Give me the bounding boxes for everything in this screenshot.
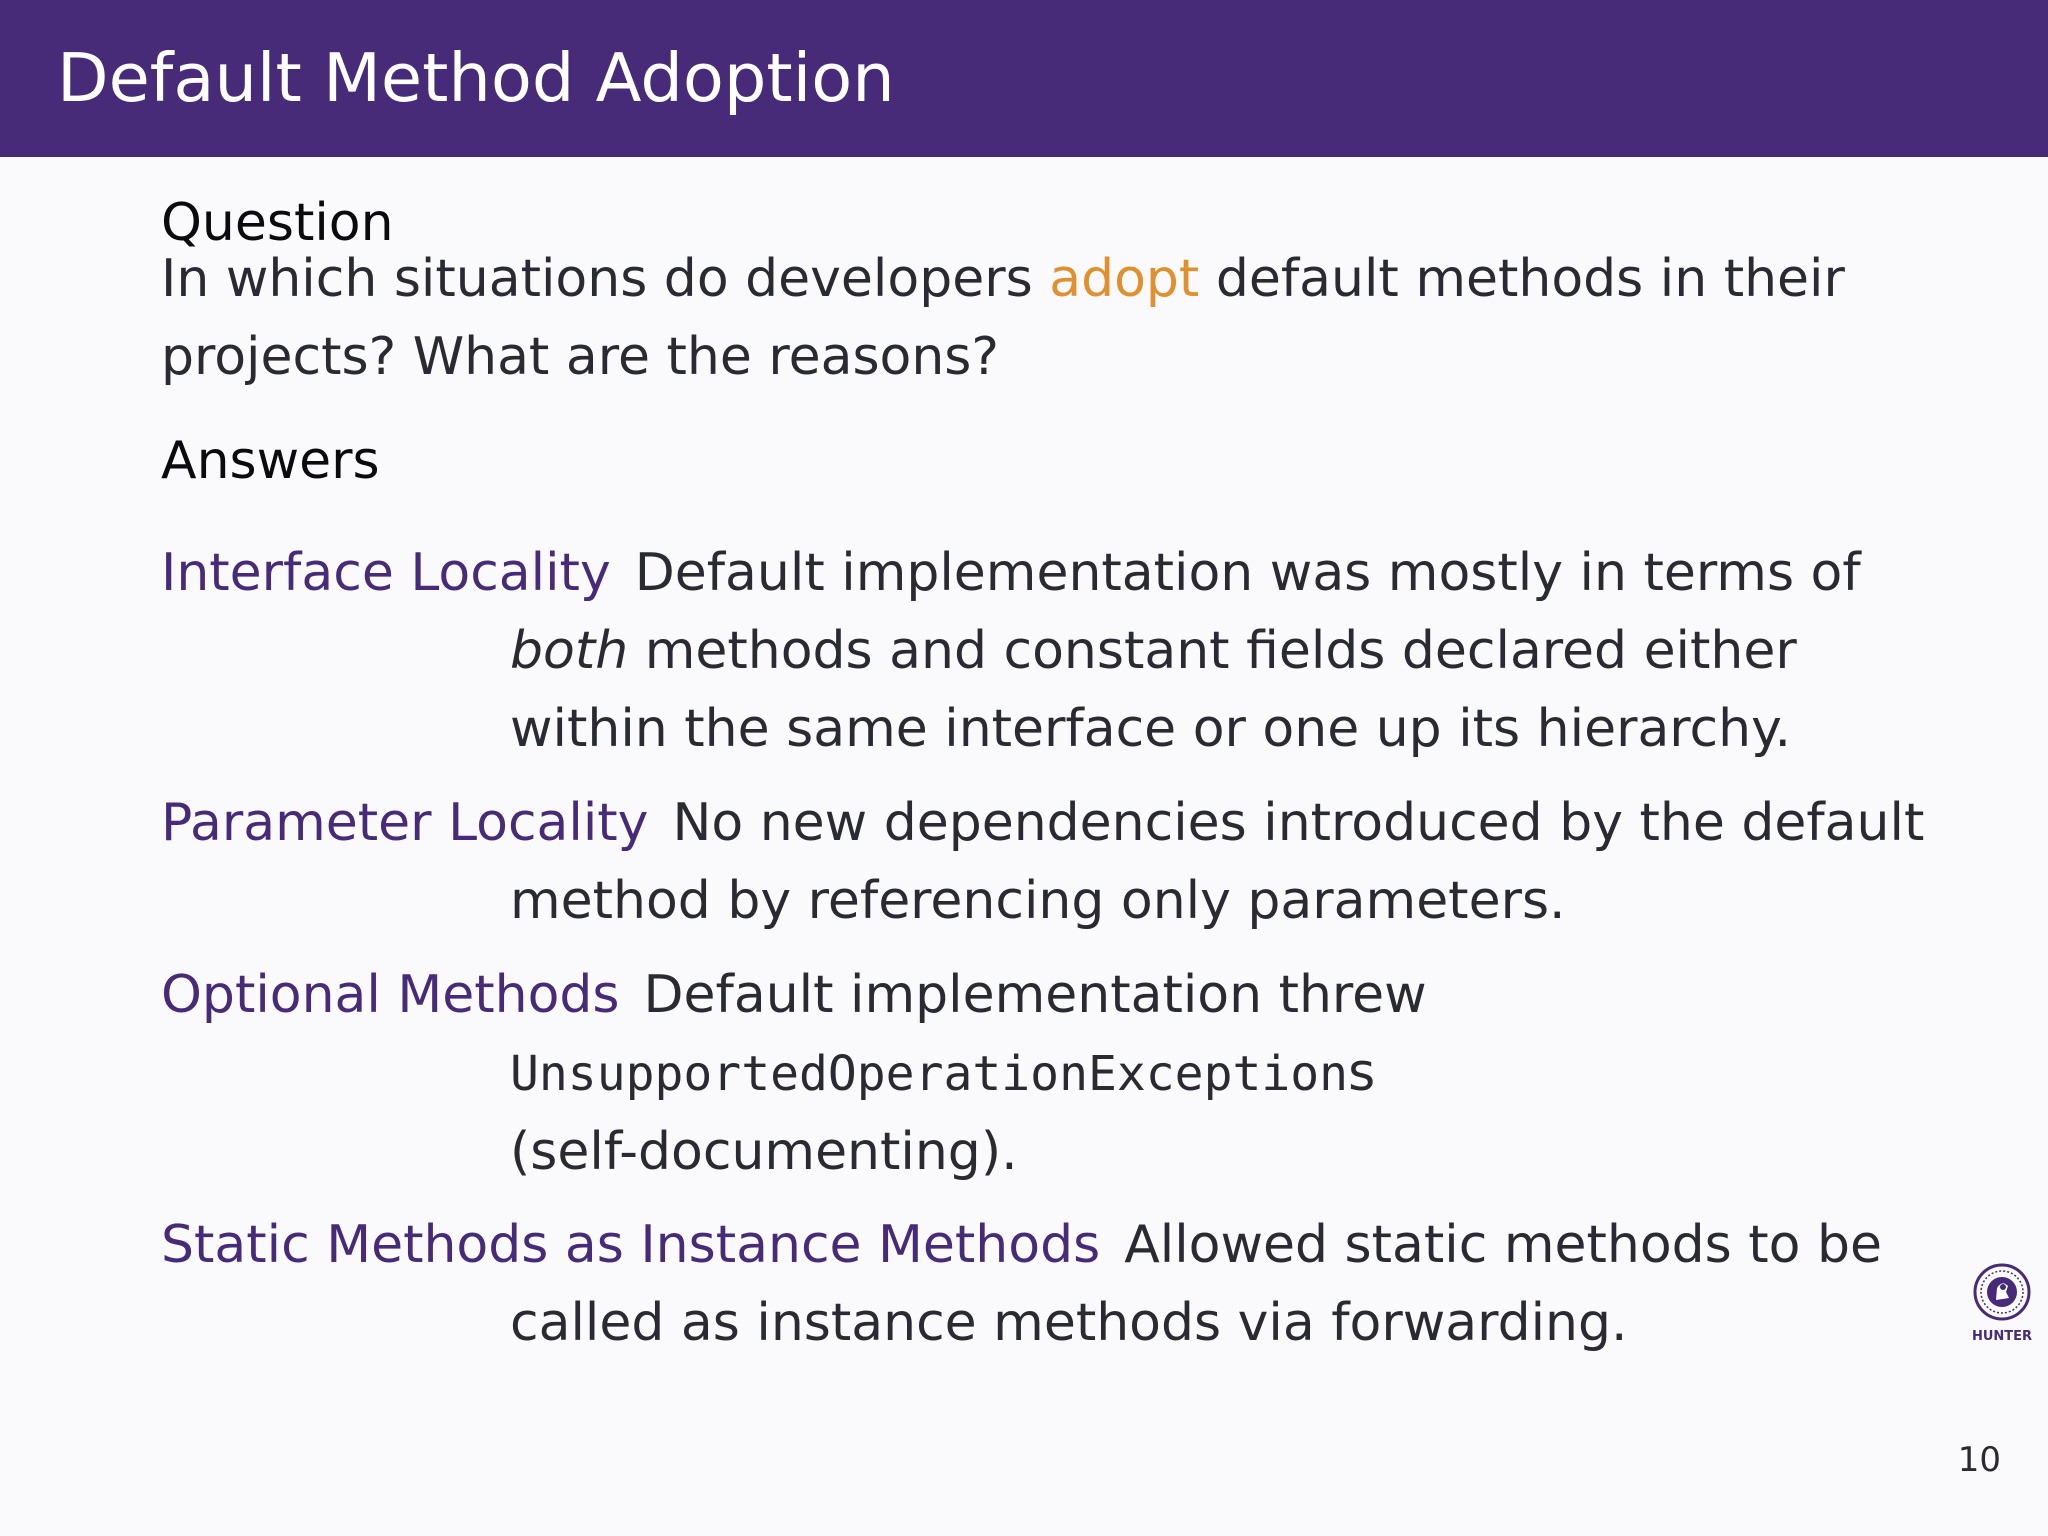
answer-text: No new dependencies introduced by the default	[672, 793, 1925, 853]
answer-line	[161, 1034, 1921, 1113]
answer-line	[161, 784, 1925, 862]
answer-item-interface-locality	[161, 534, 1921, 768]
answer-term: Parameter Locality	[161, 793, 649, 853]
answer-text: Default implementation was mostly in terms of	[634, 543, 1861, 603]
answer-line: within the same interface or one up its hierarchy.	[510, 699, 1791, 759]
adopt-highlight: adopt	[1049, 249, 1200, 309]
answer-text: methods and constant fields declared either	[628, 621, 1797, 681]
page-number: 10	[1957, 1440, 2001, 1480]
answer-text: Allowed static methods to be	[1124, 1215, 1882, 1275]
answer-line	[161, 956, 1921, 1034]
answer-line: called as instance methods via forwarding.	[510, 1293, 1628, 1353]
slide-title: Default Method Adoption	[57, 39, 895, 117]
answers-heading: Answers	[161, 431, 380, 491]
answer-line	[161, 1206, 1921, 1284]
title-bar	[0, 0, 2048, 157]
hunter-college-seal-icon	[1970, 1262, 2034, 1346]
answer-line: method by referencing only parameters.	[510, 871, 1566, 931]
question-heading: Question	[161, 193, 394, 253]
exception-class-code: UnsupportedOperationException	[510, 1046, 1349, 1102]
answer-line	[161, 534, 1921, 612]
answer-term: Interface Locality	[161, 543, 611, 603]
answer-item-static-methods	[161, 1206, 1921, 1362]
answer-text: s	[1348, 1043, 1376, 1103]
question-text-end: default methods in their	[1199, 249, 1845, 309]
answer-line: (self-documenting).	[510, 1122, 1018, 1182]
logo-text: HUNTER	[1971, 1329, 2033, 1344]
answer-emphasis: both	[510, 621, 629, 681]
question-text-start: In which situations do developers	[161, 249, 1050, 309]
answer-line	[161, 612, 1921, 690]
answer-text: Default implementation threw	[643, 965, 1427, 1025]
answer-term: Static Methods as Instance Methods	[161, 1215, 1101, 1275]
question-line-2: projects? What are the reasons?	[161, 327, 999, 387]
answer-item-parameter-locality	[161, 784, 1925, 940]
question-line-1	[161, 240, 1881, 318]
answer-item-optional-methods	[161, 956, 1921, 1191]
answer-term: Optional Methods	[161, 965, 620, 1025]
question-body	[161, 240, 1881, 396]
